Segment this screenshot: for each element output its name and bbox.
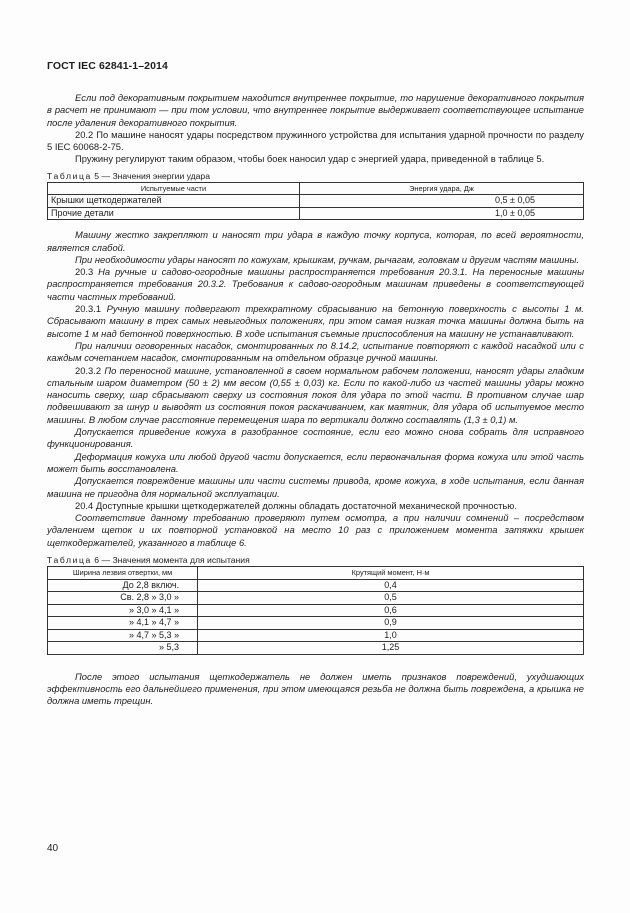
table-6-header-width: Ширина лезвия отвертки, мм [48,567,198,580]
table-row [48,195,584,208]
table-cell: 0,9 [198,617,584,630]
table-cell: 1,25 [198,642,584,655]
table-row [48,642,584,655]
table-cell: 0,6 [198,604,584,617]
table-5-header-energy: Энергия удара, Дж [299,182,583,195]
table-5 [47,171,584,221]
paragraph-text: При необходимости удары наносят по кожухам, крышкам, ручкам, рычагам, головкам и другим частям машины. [75,253,579,265]
paragraph [47,129,584,154]
paragraph-text: Если под декоративным покрытием находится внутреннее покрытие, то нарушение декоративного покрытия в расчет не принимают — при том условии, что внутреннее покрытие выдерживает соответствующее испытание после удаления декоративного покрытия. [47,92,584,128]
table-5-caption-label: Таблица [47,170,92,181]
table-row [48,207,584,220]
text-block-2 [47,229,584,549]
clause-number: 20.3.1 [75,303,107,315]
paragraph-text: Машину жестко закрепляют и наносят три удара в каждую точку корпуса, которая, по всей вероятности, является слабой. [47,229,584,253]
paragraph [47,153,584,165]
table-cell: 0,5 [198,592,584,605]
table-6-caption [47,555,584,565]
paragraph [47,92,584,129]
table-cell: Крышки щеткодержателей [48,195,300,208]
table-5-header-parts: Испытуемые части [48,182,300,195]
paragraph [47,303,584,340]
paragraph [47,426,584,451]
paragraph [47,512,584,549]
table-cell: Св. 2,8 » 3,0 » [48,592,198,605]
paragraph [47,475,584,500]
table-cell: До 2,8 включ. [48,579,198,592]
paragraph [47,254,584,266]
paragraph-text: Допускается приведение кожуха в разобранное состояние, если его можно снова собрать для исправного функционирования. [47,426,584,450]
table-cell: » 5,3 [48,642,198,655]
table-row [48,592,584,605]
paragraph-text: Ручную машину подвергают трехкратному сбрасыванию на бетонную поверхность с высоты 1 м. Сбрасывают машину в трех самых невыгодных положениях, при этом самая низкая точка машины должна быть на высоте 1 м над бетонной поверхностью. В ходе испытания съемные приспособления на машину не устанавливают. [47,303,585,339]
table-6-header-torque: Крутящий момент, Н·м [198,567,584,580]
table-row [48,617,584,630]
table-5-caption [47,171,584,181]
paragraph-text: При наличии оговоренных насадок, смонтированных по 8.14.2, испытание повторяют с каждой насадкой или с каждым сочетанием насадок, смонтированным на отдельном образце ручной машины. [47,339,584,364]
clause-number: 20.3.2 [75,364,105,376]
table-row [48,579,584,592]
paragraph [47,500,584,512]
paragraph-text: По переносной машине, установленной в своем нормальном рабочем положении, наносят удары гладким стальным шаром диаметром (50 ± 2) мм весом (0,55 ± 0,03) кг. Если по какой-либо из частей машины удары можно наносить сверху, шар сбрасывают сверху из состояния покоя для удара по этой части. В противном случае шар подвешивают за шнур и выводят из состояния покоя раскачиванием, как маятник, для удара об испытуемое место машины. В любом случае расстояние перемещения шара по вертикали должно составлять (1,3 ± 0,1) м. [47,364,585,425]
table-cell: 0,5 ± 0,05 [299,195,583,208]
paragraph-text: Деформация кожуха или любой другой части допускается, если первоначальная форма кожуха или этой часть может быть восстановлена. [47,450,584,474]
text-block-3 [47,671,584,708]
paragraph [47,229,584,254]
paragraph-text: Допускается повреждение машины или части системы привода, кроме кожуха, в ходе испытания, если данная машина не пригодна для нормальной эксплуатации. [47,475,584,499]
paragraph [47,671,584,708]
table-cell: 1,0 ± 0,05 [299,207,583,220]
paragraph-text: После этого испытания щеткодержатель не должен иметь признаков повреждений, ухудшающих эффективность его дальнейшего применения, при этом имеющаяся резьба не должна быть повреждена, а крышка не должна иметь трещин. [47,670,584,707]
paragraph [47,365,584,426]
table-cell: » 4,1 » 4,7 » [48,617,198,630]
document-page [47,60,584,707]
paragraph [47,266,584,303]
paragraph-text: На ручные и садово-огородные машины распространяется требования 20.3.1. На переносные машины распространяется требования 20.3.2. Требования к садово-огородным машинам приведены в соответствующей части частных требований. [47,266,584,302]
table-row [48,629,584,642]
paragraph-text: Соответствие данному требованию проверяют путем осмотра, а при наличии сомнений – посредством удалением щеток и их повторной установкой на место 10 раз с приложением момента затяжки крышек щеткодержателей, указанного в таблице 6. [47,512,584,548]
table-6-grid [47,566,584,655]
paragraph-text: 20.2 По машине наносят удары посредством пружинного устройства для испытания ударной прочности по разделу 5 IEC 60068-2-75. [47,128,584,153]
paragraph-text: 20.4 Доступные крышки щеткодержателей должны обладать достаточной механической прочностью. [75,499,517,511]
paragraph [47,340,584,365]
page-number: 40 [47,843,59,854]
table-cell: » 3,0 » 4,1 » [48,604,198,617]
standard-header: ГОСТ IEC 62841-1–2014 [47,60,168,72]
table-cell: 1,0 [198,629,584,642]
paragraph-text: Пружину регулируют таким образом, чтобы боек наносил удар с энергией удара, приведенной в таблице 5. [75,153,545,165]
paragraph [47,451,584,476]
table-5-caption-text: 5 — Значения энергии удара [94,170,210,181]
text-block-1 [47,92,584,166]
table-6 [47,555,584,655]
table-5-grid [47,182,584,221]
table-cell: Прочие детали [48,207,300,220]
table-cell: » 4,7 » 5,3 » [48,629,198,642]
clause-number: 20.3 [75,266,99,278]
table-cell: 0,4 [198,579,584,592]
table-6-caption-text: 6 — Значения момента для испытания [94,555,250,565]
table-row [48,604,584,617]
table-6-caption-label: Таблица [47,555,92,565]
